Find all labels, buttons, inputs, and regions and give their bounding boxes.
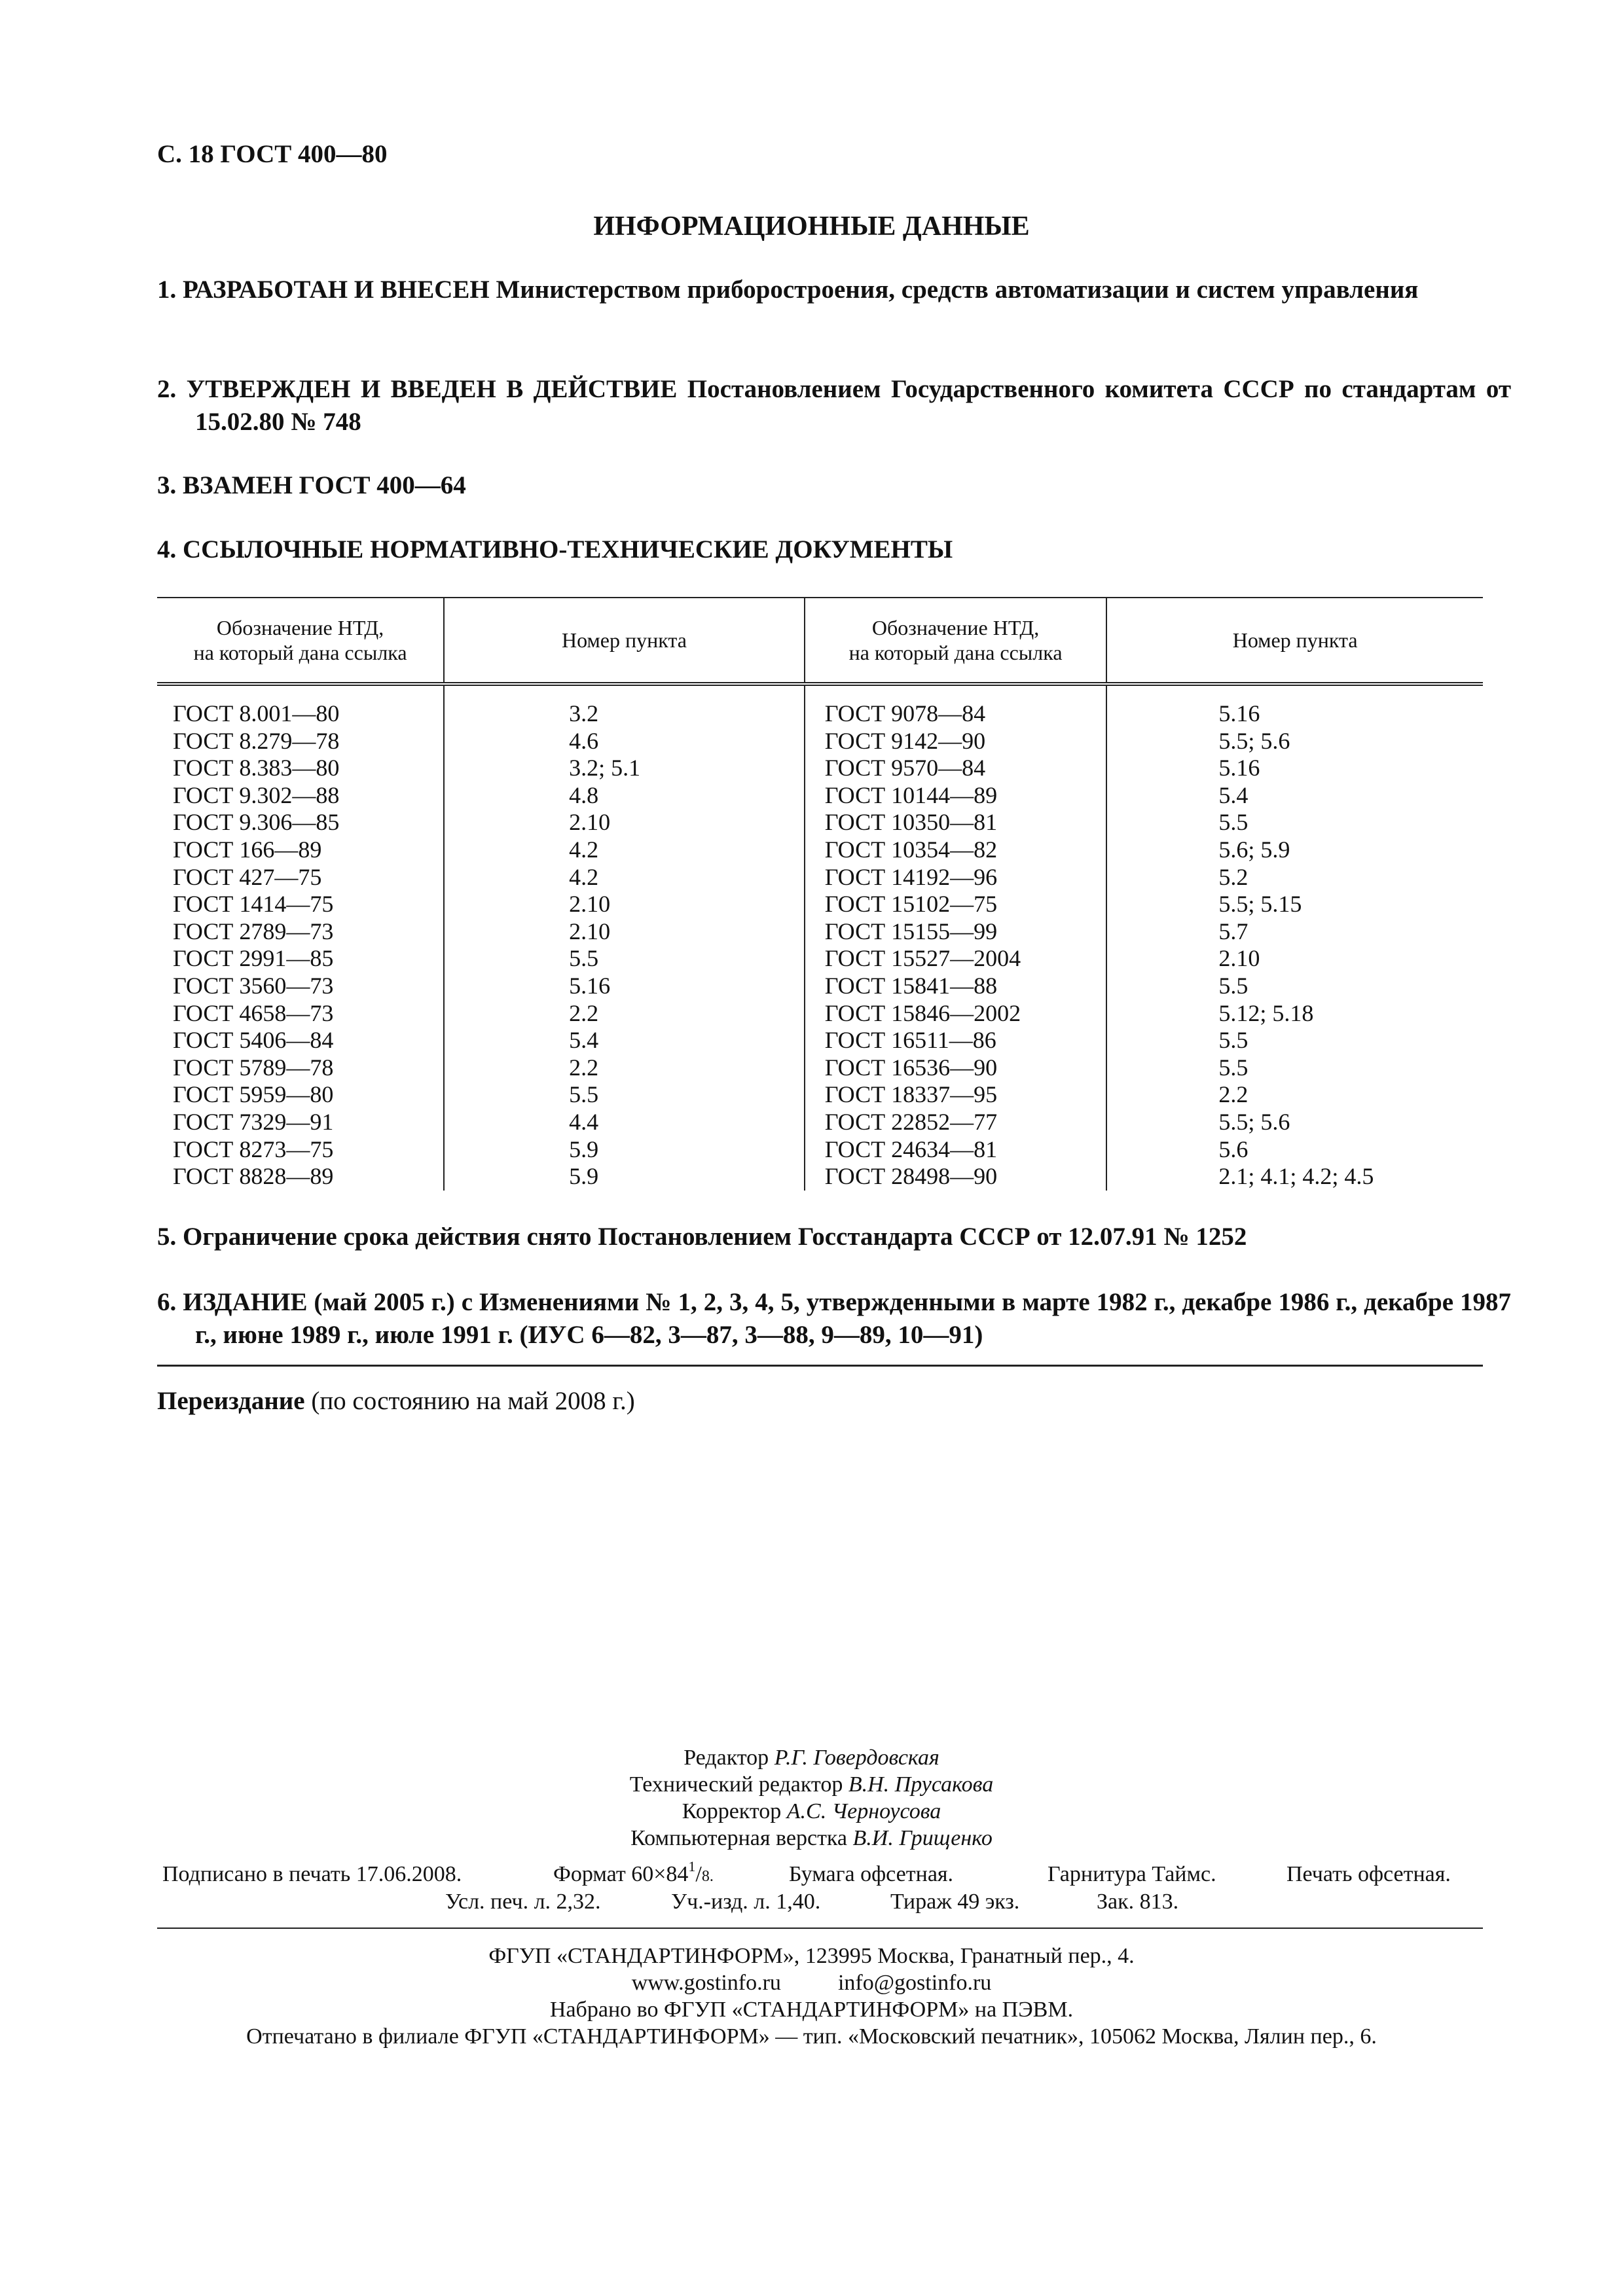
table-cell-point: 2.10 bbox=[569, 891, 611, 918]
publisher-block bbox=[0, 1943, 1623, 2050]
table-cell-doc: ГОСТ 22852—77 bbox=[824, 1108, 998, 1135]
table-cell-doc: ГОСТ 14192—96 bbox=[824, 863, 998, 890]
table-cell-doc: ГОСТ 8273—75 bbox=[173, 1136, 334, 1162]
col-header-doc-left: Обозначение НТД, на который дана ссылка bbox=[157, 598, 444, 684]
table-cell-doc: ГОСТ 16536—90 bbox=[824, 1054, 998, 1081]
table-cell-point: 2.2 bbox=[569, 999, 599, 1026]
table-cell-point: 4.2 bbox=[569, 836, 599, 863]
table-cell-doc: ГОСТ 15102—75 bbox=[824, 891, 998, 918]
col-header-point-left: Номер пункта bbox=[444, 598, 805, 684]
table-cell-doc: ГОСТ 8.001—80 bbox=[173, 700, 340, 726]
item-6: 6. ИЗДАНИЕ (май 2005 г.) с Изменениями № 1, 2, 3, 4, 5, утвержденными в марте 1982 г., декабре 1986 г., декабре 1987 г., июне 1989 г., июле 1991 г. (ИУС 6—82, 3—87, 3—88, 9—89, 10—91) bbox=[157, 1288, 1511, 1349]
reference-table bbox=[157, 597, 1483, 1191]
item-4: 4. ССЫЛОЧНЫЕ НОРМАТИВНО-ТЕХНИЧЕСКИЕ ДОКУМЕНТЫ bbox=[157, 535, 953, 564]
table-cell-point: 4.6 bbox=[569, 727, 599, 754]
imprint-order: Зак. 813. bbox=[1097, 1890, 1179, 1914]
imprint-typeface: Гарнитура Таймс. bbox=[1048, 1862, 1216, 1886]
table-cell-point: 3.2 bbox=[569, 700, 599, 726]
table-cell-point: 2.2 bbox=[1218, 1081, 1249, 1108]
table-cell-point: 5.16 bbox=[1218, 700, 1260, 726]
table-cell-point: 2.2 bbox=[569, 1054, 599, 1081]
imprint-signed: Подписано в печать 17.06.2008. bbox=[162, 1862, 462, 1886]
table-cell-point: 2.10 bbox=[569, 809, 611, 836]
imprint-run: Тираж 49 экз. bbox=[890, 1890, 1020, 1914]
table-cell-doc: ГОСТ 15527—2004 bbox=[824, 945, 1021, 972]
page-header: С. 18 ГОСТ 400—80 bbox=[157, 140, 388, 168]
imprint-paper: Бумага офсетная. bbox=[789, 1862, 954, 1886]
imprint-format: Формат $60\times 84^1/8$. bbox=[553, 1858, 714, 1886]
table-cell-doc: ГОСТ 3560—73 bbox=[173, 972, 334, 999]
right-doc-column bbox=[805, 700, 1107, 1191]
table-cell-point: 5.9 bbox=[569, 1136, 599, 1162]
table-cell-point: 5.5 bbox=[569, 945, 599, 972]
table-cell-point: 5.5; 5.15 bbox=[1218, 891, 1302, 918]
publisher-address: ФГУП «СТАНДАРТИНФОРМ», 123995 Москва, Гранатный пер., 4. bbox=[488, 1944, 1135, 1968]
table-cell-doc: ГОСТ 8.383—80 bbox=[173, 755, 340, 781]
table-cell-point: 5.5 bbox=[569, 1081, 599, 1108]
table-cell-point: 5.5; 5.6 bbox=[1218, 1108, 1290, 1135]
table-cell-doc: ГОСТ 10144—89 bbox=[824, 781, 998, 808]
imprint-print: Печать офсетная. bbox=[1286, 1862, 1451, 1886]
table-cell-point: 5.9 bbox=[569, 1163, 599, 1190]
table-cell-point: 4.2 bbox=[569, 863, 599, 890]
table-cell-doc: ГОСТ 28498—90 bbox=[824, 1163, 998, 1190]
table-cell-point: 5.4 bbox=[1218, 781, 1249, 808]
table-cell-doc: ГОСТ 5959—80 bbox=[173, 1081, 334, 1108]
publisher-printed: Отпечатано в филиале ФГУП «СТАНДАРТИНФОРМ» — тип. «Московский печатник», 105062 Москва, Лялин пер., 6. bbox=[246, 2024, 1377, 2049]
credit-editor: Редактор Р.Г. Говердовская bbox=[684, 1746, 939, 1770]
table-cell-doc: ГОСТ 4658—73 bbox=[173, 999, 334, 1026]
table-cell-doc: ГОСТ 9142—90 bbox=[824, 727, 986, 754]
table-cell-point: 5.16 bbox=[1218, 755, 1260, 781]
table-cell-doc: ГОСТ 7329—91 bbox=[173, 1108, 334, 1135]
table-cell-doc: ГОСТ 8828—89 bbox=[173, 1163, 334, 1190]
table-cell-doc: ГОСТ 427—75 bbox=[173, 863, 322, 890]
table-cell-doc: ГОСТ 18337—95 bbox=[824, 1081, 998, 1108]
table-cell-point: 5.5 bbox=[1218, 972, 1249, 999]
table-cell-doc: ГОСТ 9.302—88 bbox=[173, 781, 340, 808]
left-doc-column bbox=[157, 700, 444, 1191]
table-cell-doc: ГОСТ 15155—99 bbox=[824, 918, 998, 944]
table-cell-point: 5.5; 5.6 bbox=[1218, 727, 1290, 754]
table-cell-point: 4.4 bbox=[569, 1108, 599, 1135]
imprint-block bbox=[157, 1858, 1483, 1921]
col-header-doc-right: Обозначение НТД, на который дана ссылка bbox=[805, 598, 1107, 684]
right-point-column bbox=[1106, 700, 1483, 1191]
table-cell-doc: ГОСТ 2789—73 bbox=[173, 918, 334, 944]
table-cell-doc: ГОСТ 15841—88 bbox=[824, 972, 998, 999]
table-cell-doc: ГОСТ 10354—82 bbox=[824, 836, 998, 863]
table-cell-point: 5.6 bbox=[1218, 1136, 1249, 1162]
table-cell-point: 5.5 bbox=[1218, 1054, 1249, 1081]
table-cell-doc: ГОСТ 9570—84 bbox=[824, 755, 986, 781]
table-cell-point: 5.2 bbox=[1218, 863, 1249, 890]
credits-block bbox=[0, 1744, 1623, 1852]
table-cell-point: 5.16 bbox=[569, 972, 611, 999]
table-cell-point: 5.5 bbox=[1218, 809, 1249, 836]
imprint-sheets: Усл. печ. л. 2,32. bbox=[445, 1890, 601, 1914]
publisher-website[interactable]: www.gostinfo.ru bbox=[631, 1971, 781, 1995]
table-cell-doc: ГОСТ 8.279—78 bbox=[173, 727, 340, 754]
table-cell-doc: ГОСТ 5406—84 bbox=[173, 1027, 334, 1054]
table-cell-doc: ГОСТ 166—89 bbox=[173, 836, 322, 863]
col-header-point-right: Номер пункта bbox=[1106, 598, 1483, 684]
reissue-note bbox=[157, 1386, 635, 1416]
publisher-contacts bbox=[0, 1969, 1623, 1996]
reissue-status: (по состоянию на май 2008 г.) bbox=[311, 1387, 635, 1415]
publisher-typeset: Набрано во ФГУП «СТАНДАРТИНФОРМ» на ПЭВМ. bbox=[549, 1998, 1074, 2022]
credit-layout: Компьютерная верстка В.И. Грищенко bbox=[630, 1826, 993, 1850]
table-cell-doc: ГОСТ 9078—84 bbox=[824, 700, 986, 726]
page-title: ИНФОРМАЦИОННЫЕ ДАННЫЕ bbox=[593, 211, 1030, 242]
table-cell-point: 3.2; 5.1 bbox=[569, 755, 641, 781]
table-cell-doc: ГОСТ 2991—85 bbox=[173, 945, 334, 972]
section-divider bbox=[157, 1365, 1483, 1367]
table-cell-point: 2.10 bbox=[569, 918, 611, 944]
table-cell-doc: ГОСТ 1414—75 bbox=[173, 891, 334, 918]
item-3: 3. ВЗАМЕН ГОСТ 400—64 bbox=[157, 471, 466, 499]
table-cell-doc: ГОСТ 15846—2002 bbox=[824, 999, 1021, 1026]
table-cell-doc: ГОСТ 5789—78 bbox=[173, 1054, 334, 1081]
table-cell-doc: ГОСТ 9.306—85 bbox=[173, 809, 340, 836]
table-cell-point: 5.12; 5.18 bbox=[1218, 999, 1314, 1026]
table-cell-point: 5.4 bbox=[569, 1027, 599, 1054]
table-cell-point: 5.7 bbox=[1218, 918, 1249, 944]
table-cell-point: 5.5 bbox=[1218, 1027, 1249, 1054]
imprint-ed-sheets: Уч.-изд. л. 1,40. bbox=[671, 1890, 821, 1914]
table-cell-doc: ГОСТ 16511—86 bbox=[824, 1027, 996, 1054]
table-cell-doc: ГОСТ 10350—81 bbox=[824, 809, 998, 836]
left-point-column bbox=[444, 700, 805, 1191]
table-cell-point: 4.8 bbox=[569, 781, 599, 808]
table-cell-doc: ГОСТ 24634—81 bbox=[824, 1136, 998, 1162]
credit-proofreader: Корректор А.С. Черноусова bbox=[682, 1799, 941, 1823]
credit-tech-editor: Технический редактор В.Н. Прусакова bbox=[629, 1772, 994, 1797]
item-1: 1. РАЗРАБОТАН И ВНЕСЕН Министерством приборостроения, средств автоматизации и систем управления bbox=[157, 276, 1419, 304]
item-2: 2. УТВЕРЖДЕН И ВВЕДЕН В ДЕЙСТВИЕ Постановлением Государственного комитета СССР по стандартам от 15.02.80 № 748 bbox=[157, 375, 1511, 436]
publisher-email[interactable]: info@gostinfo.ru bbox=[837, 1971, 992, 1995]
table-cell-point: 2.1; 4.1; 4.2; 4.5 bbox=[1218, 1163, 1374, 1190]
table-cell-point: 5.6; 5.9 bbox=[1218, 836, 1290, 863]
reissue-label: Переиздание bbox=[157, 1387, 305, 1415]
imprint-divider bbox=[157, 1928, 1483, 1929]
table-cell-point: 2.10 bbox=[1218, 945, 1260, 972]
item-5: 5. Ограничение срока действия снято Постановлением Госстандарта СССР от 12.07.91 № 1252 bbox=[157, 1223, 1247, 1251]
